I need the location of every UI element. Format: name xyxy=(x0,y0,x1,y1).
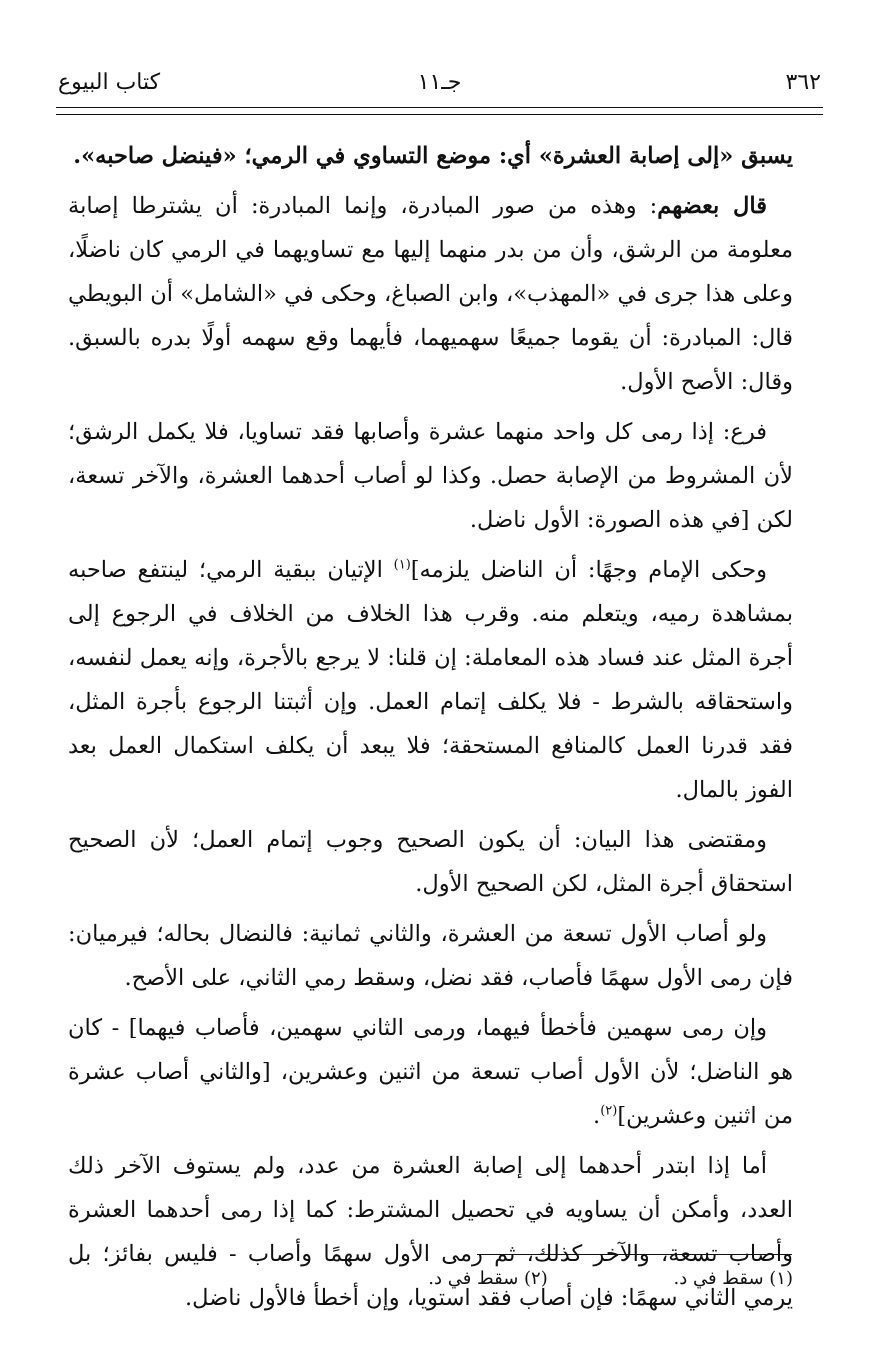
paragraph-2 xyxy=(68,184,793,404)
volume-label: جـ١١ xyxy=(417,70,462,95)
footnote-2: (٢) سقط في د. xyxy=(428,1268,548,1289)
footnotes xyxy=(428,1268,793,1289)
paragraph-text: أما إذا ابتدر أحدهما إلى إصابة العشرة من عدد، ولم يستوف الآخر ذلك العدد، وأمكن أن يساويه في تحصيل المشترط: كما إذا رمى أحدهما العشرة وأصاب تسعة، والآخر كذلك، ثم رمى الأول سهمًا وأصاب - فليس بفائز؛ بل يرمي الثاني سهمًا: فإن أصاب فقد استويا، وإن أخطأ فالأول ناضل. xyxy=(68,1153,793,1311)
page-header xyxy=(58,70,821,106)
footnote-separator xyxy=(477,1254,792,1255)
quoted-matn-end: «فينضل صاحبه». xyxy=(73,143,245,169)
paragraph-text: وإن رمى سهمين فأخطأ فيهما، ورمى الثاني سهمين، فأصاب فيهما] - كان هو الناضل؛ لأن الأول أصاب تسعة من اثنين وعشرين، [والثاني أصاب عشرة من اثنين وعشرين] xyxy=(68,1015,793,1129)
header-rule-top xyxy=(56,107,823,108)
paragraph-5 xyxy=(68,818,793,906)
page-number: ٣٦٢ xyxy=(785,70,821,95)
paragraph-text: ومقتضى هذا البيان: أن يكون الصحيح وجوب إتمام العمل؛ لأن الصحيح استحقاق أجرة المثل، لكن الصحيح الأول. xyxy=(68,827,793,897)
paragraph-text: : إذا رمى كل واحد منهما عشرة وأصابها فقد تساويا، فلا يكمل الرشق؛ لأن المشروط من الإصابة حصل. وكذا لو أصاب أحدهما العشرة، والآخر تسعة، لكن [في هذه الصورة: الأول ناضل. xyxy=(68,419,793,533)
paragraph-text: وحكى الإمام وجهًا: أن الناضل يلزمه] xyxy=(410,557,767,583)
paragraph-1 xyxy=(68,134,793,178)
paragraph-4 xyxy=(68,548,793,812)
main-text xyxy=(68,134,793,1326)
paragraph-text-cont: الإتيان ببقية الرمي؛ لينتفع صاحبه بمشاهدة رميه، ويتعلم منه. وقرب هذا الخلاف من الخلاف في الرجوع إلى أجرة المثل عند فساد هذه المعاملة: إن قلنا: لا يرجع بالأجرة، وإنه يعمل لنفسه، واستحقاقه بالشرط - فلا يكلف إتمام العمل. وإن أثبتنا الرجوع بأجرة المثل، فقد قدرنا العمل كالمنافع المستحقة؛ فلا يبعد أن يكلف استكمال العمل بعد الفوز بالمال. xyxy=(68,557,793,803)
book-title: كتاب البيوع xyxy=(58,70,161,95)
footnote-ref-2[interactable]: (٢) xyxy=(600,1103,618,1119)
paragraph-8 xyxy=(68,1144,793,1320)
paragraph-text-cont: . xyxy=(593,1103,601,1129)
paragraph-lead: قال بعضهم xyxy=(657,193,767,219)
footnote-ref-1[interactable]: (١) xyxy=(393,557,411,573)
paragraph-7 xyxy=(68,1006,793,1138)
header-rule-bottom xyxy=(56,114,823,115)
paragraph-3 xyxy=(68,410,793,542)
paragraph-lead: فرع xyxy=(730,419,767,445)
paragraph-6 xyxy=(68,912,793,1000)
footnote-1: (١) سقط في د. xyxy=(673,1268,793,1289)
paragraph-text: ولو أصاب الأول تسعة من العشرة، والثاني ثمانية: فالنضال بحاله؛ فيرميان: فإن رمى الأول سهمًا فأصاب، فقد نضل، وسقط رمي الثاني، على الأصح. xyxy=(68,921,793,991)
paragraph-text: : وهذه من صور المبادرة، وإنما المبادرة: أن يشترطا إصابة معلومة من الرشق، وأن من بدر منهما إليها مع تساويهما في الرمي كان ناضلًا، وعلى هذا جرى في «المهذب»، وابن الصباغ، وحكى في «الشامل» أن البويطي قال: المبادرة: أن يقوما جميعًا سهميهما، فأيهما وقع سهمه أولًا بدره بالسبق. وقال: الأصح الأول. xyxy=(68,193,793,395)
quoted-matn: يسبق «إلى إصابة العشرة» أي: موضع التساوي في الرمي؛ xyxy=(244,143,793,169)
